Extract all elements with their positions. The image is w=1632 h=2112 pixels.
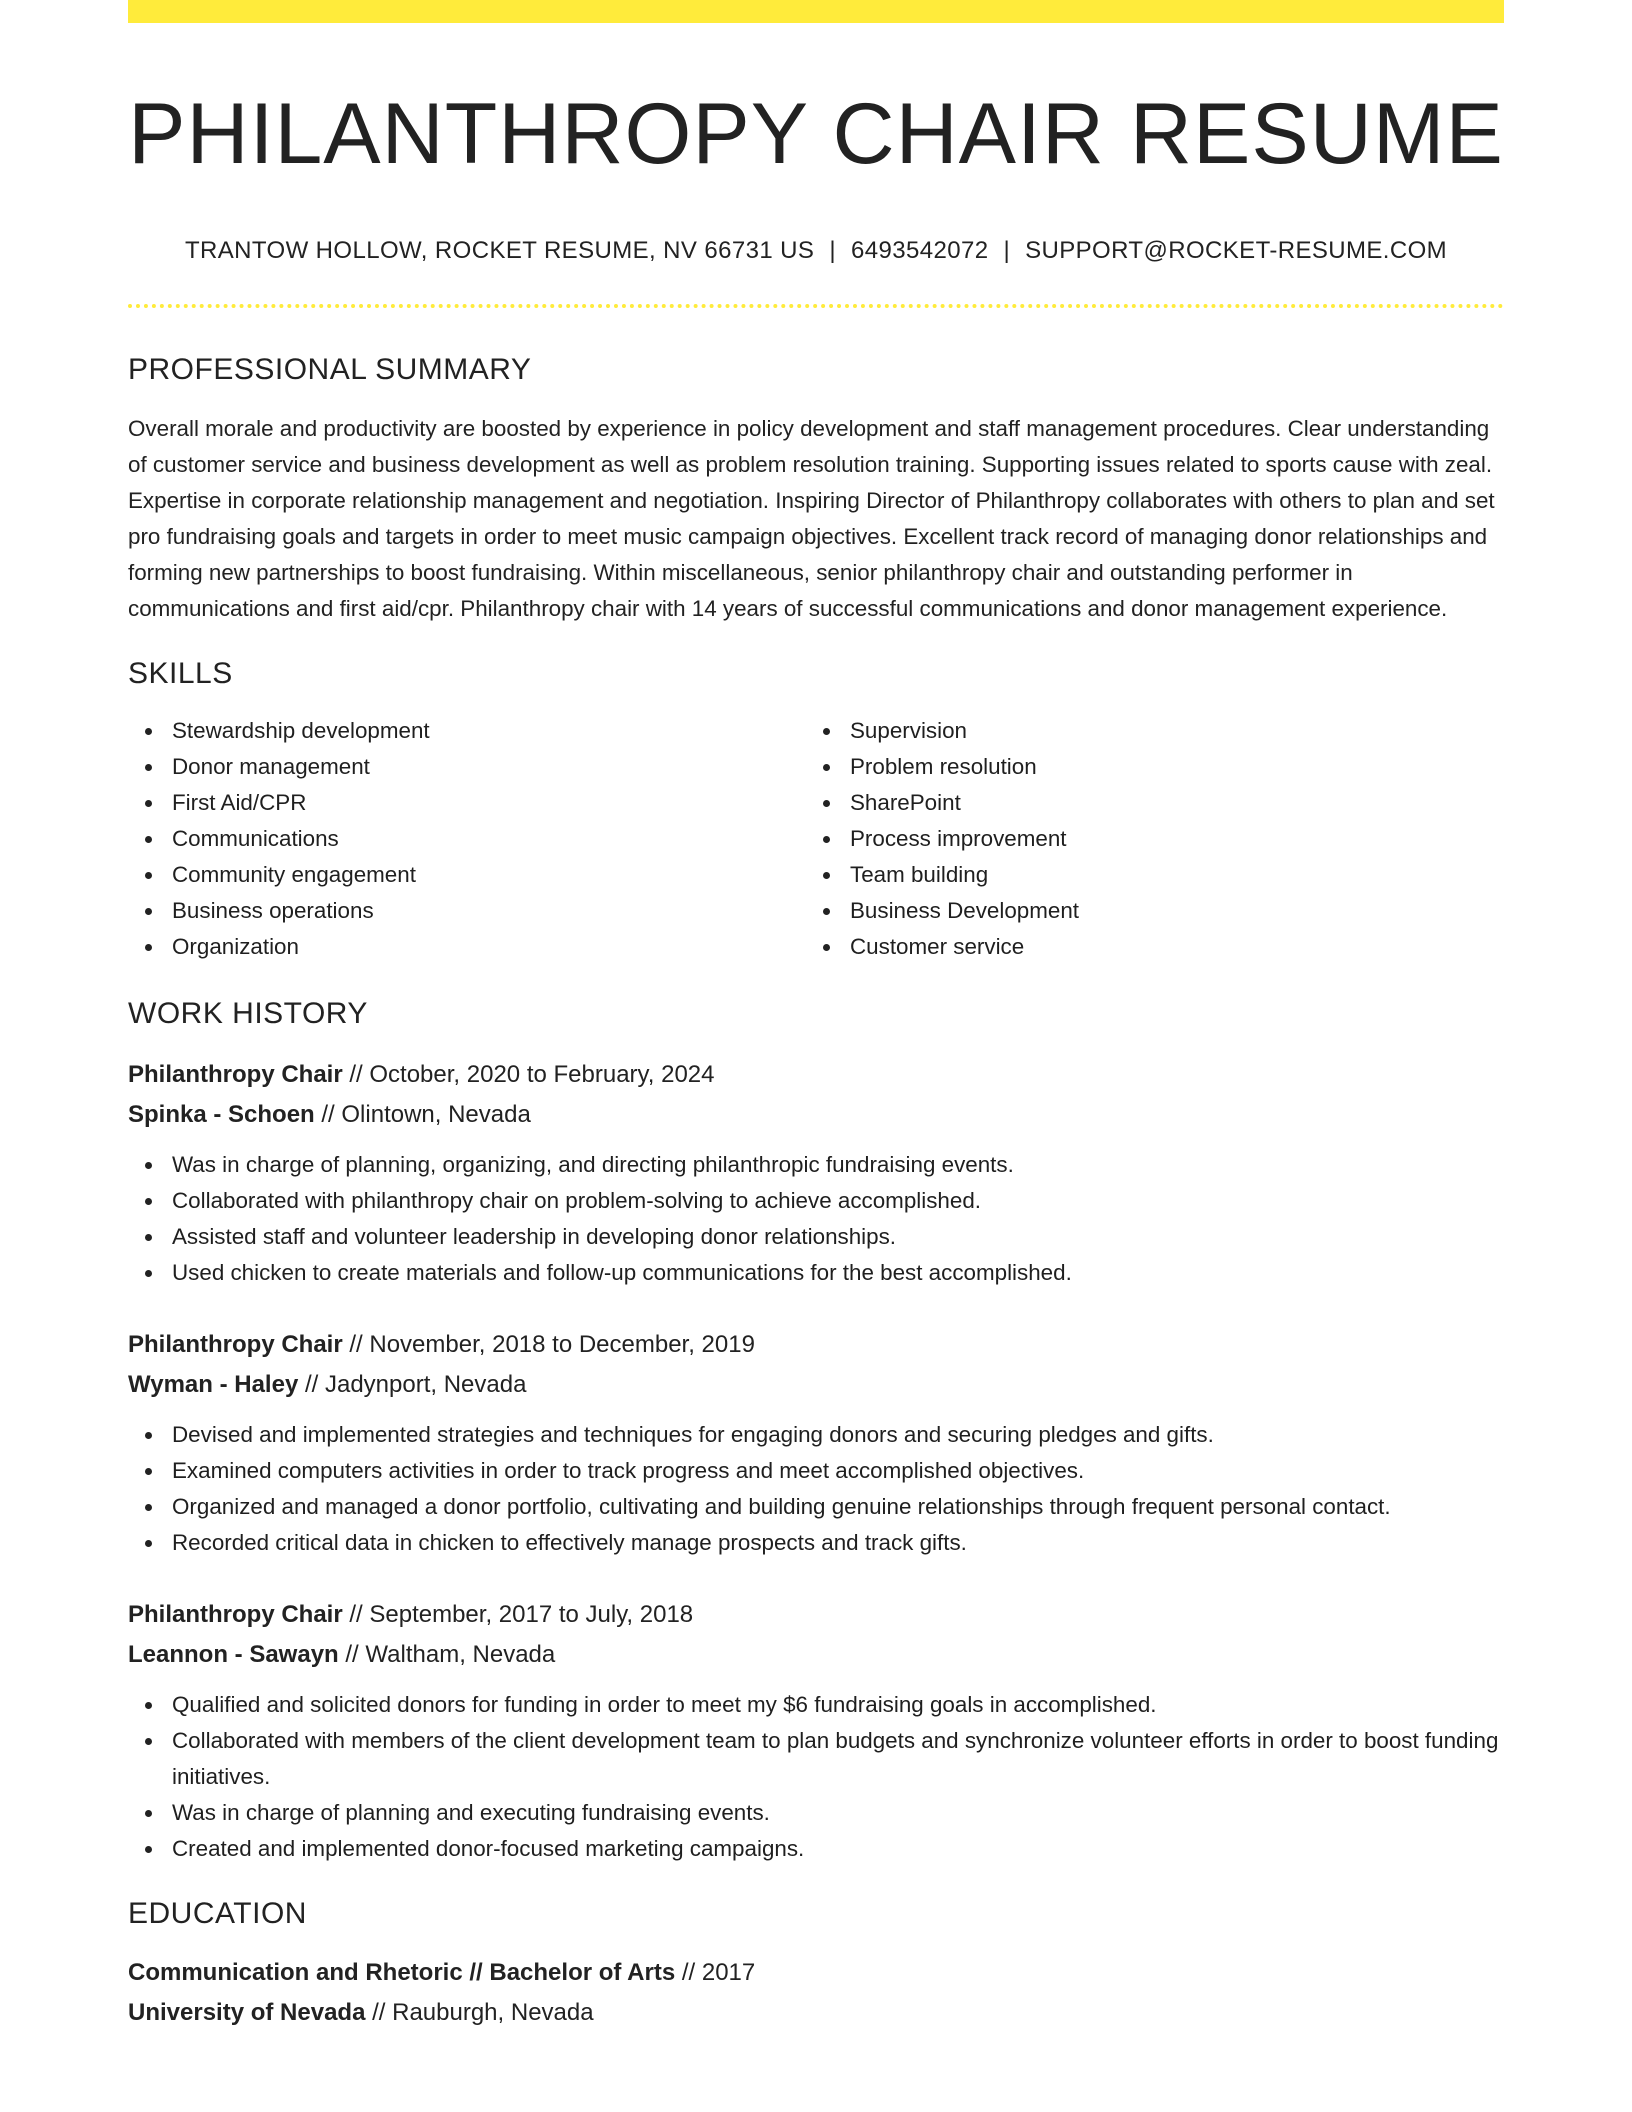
job-dates: October, 2020 to February, 2024 (369, 1060, 715, 1088)
contact-line (128, 234, 1504, 268)
skill-item: Donor management (128, 749, 806, 785)
top-accent-bar (128, 0, 1504, 23)
job-bullet: Collaborated with members of the client development team to plan budgets and synchronize volunteer efforts in order to boost funding initiatives. (128, 1723, 1504, 1795)
job-location: Olintown, Nevada (341, 1100, 531, 1128)
skills-column-right (806, 713, 1484, 965)
job-bullet: Created and implemented donor-focused marketing campaigns. (128, 1831, 1504, 1867)
job-bullet: Was in charge of planning, organizing, and directing philanthropic fundraising events. (128, 1147, 1504, 1183)
job-company-line (128, 1365, 1504, 1405)
education-location: Rauburgh, Nevada (392, 1998, 594, 2026)
education-heading: EDUCATION (128, 1896, 307, 1930)
contact-phone: 6493542072 (850, 237, 989, 265)
job-bullets (128, 1687, 1504, 1867)
job-bullet: Used chicken to create materials and follow-up communications for the best accomplished. (128, 1255, 1504, 1291)
job-bullet: Examined computers activities in order to track progress and meet accomplished objectives. (128, 1453, 1504, 1489)
job-entry (128, 1055, 1504, 1291)
job-company: Leannon - Sawayn (128, 1640, 339, 1668)
contact-address: TRANTOW HOLLOW, ROCKET RESUME, NV 66731 US (184, 237, 815, 265)
education-school: University of Nevada (128, 1998, 366, 2026)
skills-list (128, 713, 1504, 965)
contact-email: SUPPORT@ROCKET-RESUME.COM (1025, 237, 1448, 265)
job-dates: November, 2018 to December, 2019 (369, 1330, 755, 1358)
skill-item: Team building (806, 857, 1484, 893)
skill-item: Stewardship development (128, 713, 806, 749)
job-location: Jadynport, Nevada (324, 1370, 527, 1398)
skill-item: SharePoint (806, 785, 1484, 821)
education-divider: // (372, 1998, 386, 2026)
job-entry (128, 1595, 1504, 1867)
job-divider: // (349, 1600, 363, 1628)
skill-item: Community engagement (128, 857, 806, 893)
job-role: Philanthropy Chair (128, 1060, 343, 1088)
education-degree: Communication and Rhetoric // Bachelor of Arts (128, 1958, 676, 1986)
job-bullets (128, 1147, 1504, 1291)
skill-item: Communications (128, 821, 806, 857)
job-company-line (128, 1095, 1504, 1135)
job-divider: // (321, 1100, 335, 1128)
resume-title: PHILANTHROPY CHAIR RESUME (128, 86, 1504, 182)
job-title-line (128, 1595, 1504, 1635)
work-history-heading: WORK HISTORY (128, 996, 368, 1030)
job-bullet: Collaborated with philanthropy chair on problem-solving to achieve accomplished. (128, 1183, 1504, 1219)
skill-item: First Aid/CPR (128, 785, 806, 821)
job-company-line (128, 1635, 1504, 1675)
skill-item: Process improvement (806, 821, 1484, 857)
job-divider: // (304, 1370, 319, 1398)
job-location: Waltham, Nevada (365, 1640, 556, 1668)
job-company: Wyman - Haley (128, 1370, 299, 1398)
job-divider: // (349, 1330, 363, 1358)
contact-separator: | (829, 237, 836, 265)
education-degree-line (128, 1953, 1504, 1993)
skills-heading: SKILLS (128, 656, 233, 690)
skill-item: Organization (128, 929, 806, 965)
job-bullet: Qualified and solicited donors for funding in order to meet my $6 fundraising goals in accomplished. (128, 1687, 1504, 1723)
job-entry (128, 1325, 1504, 1561)
job-dates: September, 2017 to July, 2018 (369, 1600, 694, 1628)
education-school-line (128, 1993, 1504, 2033)
skill-item: Business operations (128, 893, 806, 929)
job-bullet: Organized and managed a donor portfolio, cultivating and building genuine relationships through frequent personal contact. (128, 1489, 1504, 1525)
contact-separator: | (1003, 237, 1011, 265)
skill-item: Customer service (806, 929, 1484, 965)
job-role: Philanthropy Chair (128, 1330, 343, 1358)
job-title-line (128, 1325, 1504, 1365)
job-divider: // (349, 1060, 363, 1088)
job-role: Philanthropy Chair (128, 1600, 343, 1628)
skills-column-left (128, 713, 806, 965)
skill-item: Business Development (806, 893, 1484, 929)
skill-item: Problem resolution (806, 749, 1484, 785)
summary-heading: PROFESSIONAL SUMMARY (128, 352, 532, 386)
education-divider: // (681, 1958, 696, 1986)
job-title-line (128, 1055, 1504, 1095)
job-divider: // (345, 1640, 359, 1668)
education-year: 2017 (701, 1958, 756, 1986)
summary-text: Overall morale and productivity are boosted by experience in policy development and staff management procedures. Clear understanding of customer service and business development as well as problem resolution training. Supporting issues related to sports cause with zeal. Expertise in corporate relationship management and negotiation. Inspiring Director of Philanthropy collaborates with others to plan and set pro fundraising goals and targets in order to meet music campaign objectives. Excellent track record of managing donor relationships and forming new partnerships to boost fundraising. Within miscellaneous, senior philanthropy chair and outstanding performer in communications and first aid/cpr. Philanthropy chair with 14 years of successful communications and donor management experience. (128, 415, 1495, 621)
dotted-divider (128, 304, 1504, 308)
job-bullet: Assisted staff and volunteer leadership in developing donor relationships. (128, 1219, 1504, 1255)
skill-item: Supervision (806, 713, 1484, 749)
job-bullets (128, 1417, 1504, 1561)
job-company: Spinka - Schoen (128, 1100, 315, 1128)
education-entry (128, 1953, 1504, 2033)
job-bullet: Was in charge of planning and executing fundraising events. (128, 1795, 1504, 1831)
resume-page (128, 0, 1504, 2033)
job-bullet: Recorded critical data in chicken to effectively manage prospects and track gifts. (128, 1525, 1504, 1561)
job-bullet: Devised and implemented strategies and techniques for engaging donors and securing pledges and gifts. (128, 1417, 1504, 1453)
